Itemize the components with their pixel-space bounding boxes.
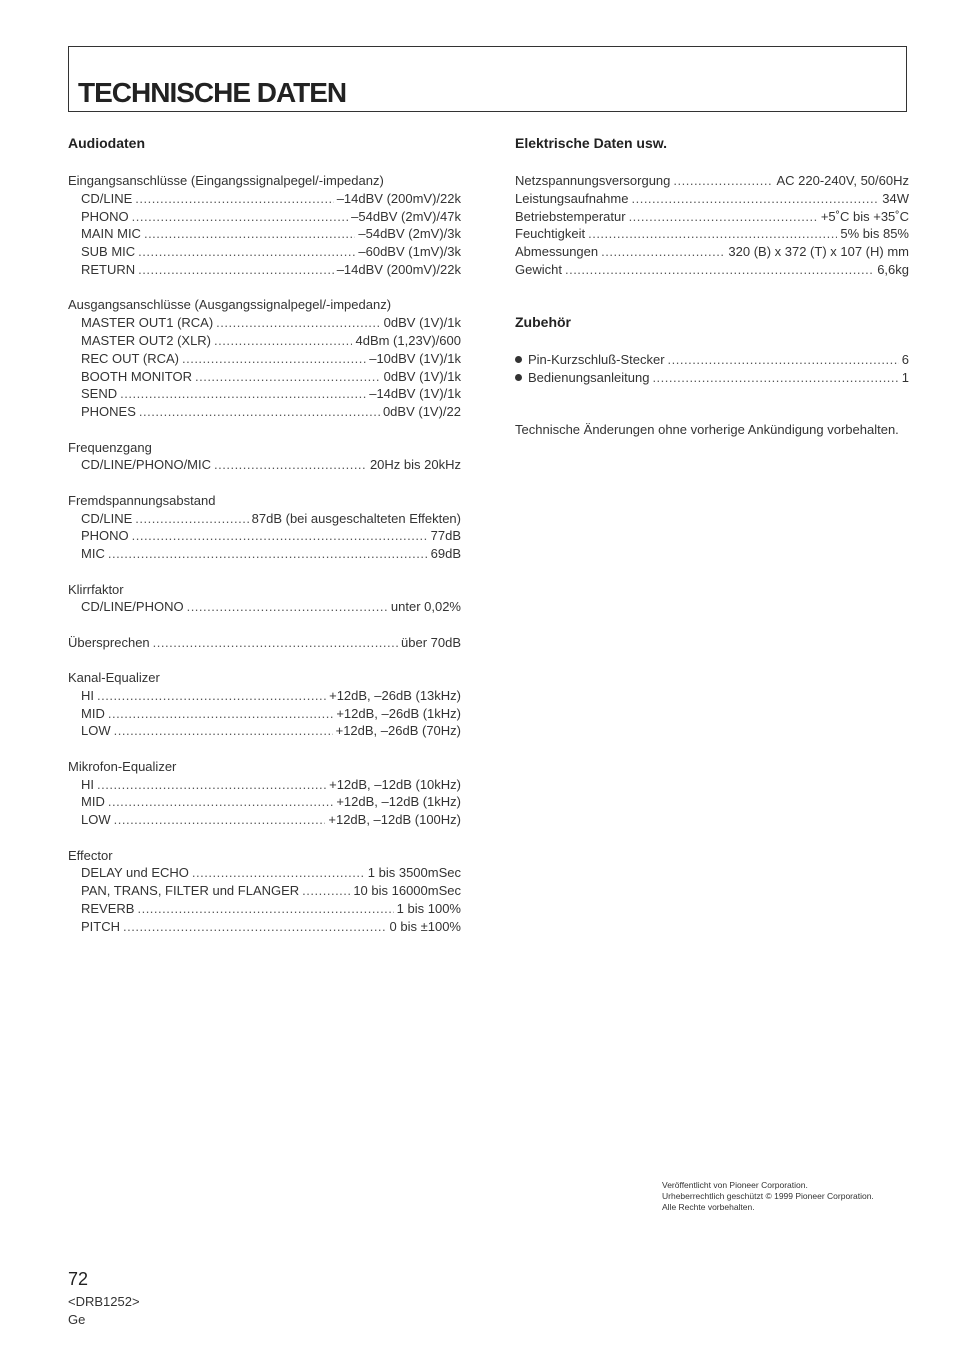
spec-row [68, 918, 461, 936]
dot-leader [139, 403, 380, 421]
spec-label: HI [81, 687, 94, 703]
electrical-rows [515, 172, 909, 279]
dot-leader [192, 864, 365, 882]
spec-label: CD/LINE [81, 510, 133, 526]
spec-label: HI [81, 776, 94, 792]
spec-row [515, 190, 909, 208]
spec-value: 6,6kg [877, 261, 909, 277]
spec-section [68, 581, 461, 617]
spec-label: Übersprechen [68, 634, 150, 650]
dot-leader [588, 225, 837, 243]
spec-row [68, 722, 461, 740]
dot-leader [97, 776, 326, 794]
spec-value: 10 bis 16000mSec [353, 883, 461, 899]
spec-row [68, 350, 461, 368]
spec-section [68, 669, 461, 740]
spec-value: 0dBV (1V)/1k [383, 315, 461, 331]
dot-leader [132, 208, 348, 226]
spec-label: SEND [81, 386, 118, 402]
spec-label: MIC [81, 546, 105, 562]
dot-leader [135, 510, 248, 528]
spec-value: –54dBV (2mV)/47k [351, 208, 461, 224]
spec-value: +12dB, –26dB (1kHz) [336, 705, 461, 721]
dot-leader [108, 545, 428, 563]
dot-leader [673, 172, 773, 190]
page-number: 72 [68, 1269, 89, 1289]
accessories-list [515, 351, 909, 387]
spec-label: MAIN MIC [81, 226, 141, 242]
spec-value: +12dB, –26dB (70Hz) [335, 723, 461, 739]
spec-row [515, 351, 909, 369]
dot-leader [652, 369, 898, 387]
spec-label: RETURN [81, 261, 136, 277]
spec-value: 20Hz bis 20kHz [369, 457, 461, 473]
spec-row [68, 385, 461, 403]
spec-value: +5˚C bis +35˚C [820, 208, 909, 224]
spec-label: MID [81, 794, 105, 810]
spec-label: Abmessungen [515, 244, 599, 260]
dot-leader [108, 793, 334, 811]
spec-value: +12dB, –12dB (100Hz) [328, 812, 461, 828]
spec-value: –54dBV (2mV)/3k [358, 226, 461, 242]
spec-row [68, 598, 461, 616]
spec-value: –14dBV (1V)/1k [369, 386, 461, 402]
spec-row [68, 527, 461, 545]
spec-label: PITCH [81, 918, 120, 934]
section-title: Klirrfaktor [68, 581, 124, 597]
spec-section [68, 492, 461, 563]
section-title: Mikrofon-Equalizer [68, 758, 177, 774]
spec-row [68, 900, 461, 918]
section-title: Effector [68, 847, 113, 863]
spec-label: BOOTH MONITOR [81, 368, 192, 384]
dot-leader [187, 598, 388, 616]
doc-code [68, 1293, 140, 1329]
spec-value: unter 0,02% [390, 599, 461, 615]
dot-leader [114, 722, 333, 740]
spec-row [68, 261, 461, 279]
spec-value: 69dB [430, 546, 461, 562]
spec-row [68, 456, 461, 474]
spec-label: MID [81, 705, 105, 721]
spec-value: 1 [901, 369, 909, 385]
dot-leader [123, 918, 387, 936]
spec-value: 320 (B) x 372 (T) x 107 (H) mm [728, 244, 909, 260]
spec-row [68, 634, 461, 652]
spec-value: 4dBm (1,23V)/600 [355, 332, 461, 348]
accessories-heading: Zubehör [515, 313, 571, 330]
spec-row [68, 403, 461, 421]
spec-value: über 70dB [401, 634, 461, 650]
section-title: Kanal-Equalizer [68, 670, 160, 686]
spec-row [68, 332, 461, 350]
dot-leader [214, 332, 352, 350]
spec-label: PHONES [81, 404, 136, 420]
spec-value: 6 [901, 351, 909, 367]
spec-value: +12dB, –26dB (13kHz) [329, 687, 461, 703]
dot-leader [138, 243, 355, 261]
dot-leader [108, 705, 334, 723]
section-title: Eingangsanschlüsse (Eingangssignalpegel/-impedanz) [68, 173, 384, 188]
dot-leader [97, 687, 326, 705]
copyright-line: Urheberrechtlich geschützt © 1999 Pioneer Corporation. [662, 1191, 874, 1201]
spec-label: Betriebstemperatur [515, 208, 626, 224]
spec-value: +12dB, –12dB (10kHz) [329, 776, 461, 792]
spec-section [68, 172, 461, 279]
spec-row [68, 776, 461, 794]
spec-value: 1 bis 100% [396, 901, 461, 917]
spec-row [515, 243, 909, 261]
doc-code-id: <DRB1252> [68, 1294, 140, 1309]
dot-leader [601, 243, 725, 261]
dot-leader [137, 900, 393, 918]
spec-row [68, 225, 461, 243]
dot-leader [153, 634, 398, 652]
dot-leader [302, 882, 350, 900]
spec-row [515, 225, 909, 243]
spec-label: CD/LINE/PHONO/MIC [81, 457, 212, 473]
spec-label: LOW [81, 723, 111, 739]
spec-value: 34W [882, 190, 909, 206]
dot-leader [114, 811, 326, 829]
spec-section [68, 439, 461, 475]
spec-row [68, 864, 461, 882]
spec-label: Feuchtigkeit [515, 226, 586, 242]
spec-row [515, 172, 909, 190]
electrical-data-column [515, 135, 909, 439]
spec-value: –14dBV (200mV)/22k [336, 190, 461, 206]
spec-row [68, 687, 461, 705]
spec-row [68, 510, 461, 528]
spec-label: CD/LINE/PHONO [81, 599, 184, 615]
spec-label: REC OUT (RCA) [81, 350, 179, 366]
title-box [68, 46, 907, 112]
spec-label: CD/LINE [81, 190, 133, 206]
publisher-line: Veröffentlicht von Pioneer Corporation. [662, 1180, 808, 1190]
spec-value: 0 bis ±100% [389, 918, 461, 934]
spec-label: PAN, TRANS, FILTER und FLANGER [81, 883, 300, 899]
spec-row [68, 368, 461, 386]
doc-language: Ge [68, 1312, 86, 1327]
dot-leader [135, 190, 333, 208]
electrical-data-heading: Elektrische Daten usw. [515, 135, 667, 151]
spec-label: Gewicht [515, 261, 562, 277]
spec-row [68, 243, 461, 261]
spec-label: MASTER OUT2 (XLR) [81, 332, 212, 348]
spec-value: –14dBV (200mV)/22k [336, 261, 461, 277]
audio-sections [68, 172, 461, 936]
spec-label: Pin-Kurzschluß-Stecker [528, 351, 665, 367]
spec-label: REVERB [81, 901, 135, 917]
dot-leader [214, 456, 367, 474]
spec-row [68, 190, 461, 208]
dot-leader [120, 385, 366, 403]
spec-value: –60dBV (1mV)/3k [358, 244, 461, 260]
spec-label: PHONO [81, 528, 129, 544]
spec-row [68, 811, 461, 829]
spec-section [68, 296, 461, 421]
change-notice: Technische Änderungen ohne vorherige Ankündigung vorbehalten. [515, 422, 899, 438]
dot-leader [195, 368, 381, 386]
spec-row [515, 208, 909, 226]
spec-label: PHONO [81, 208, 129, 224]
dot-leader [138, 261, 334, 279]
dot-leader [565, 261, 874, 279]
bullet-icon [515, 356, 522, 363]
spec-row [68, 882, 461, 900]
spec-section [68, 847, 461, 936]
spec-value: 5% bis 85% [840, 226, 909, 242]
section-title: Ausgangsanschlüsse (Ausgangssignalpegel/-impedanz) [68, 297, 392, 313]
spec-value: +12dB, –12dB (1kHz) [336, 794, 461, 810]
dot-leader [631, 190, 879, 208]
dot-leader [668, 351, 899, 369]
dot-leader [216, 314, 381, 332]
spec-label: Netzspannungsversorgung [515, 173, 671, 188]
dot-leader [144, 225, 355, 243]
dot-leader [629, 208, 818, 226]
spec-row [68, 314, 461, 332]
spec-value: 77dB [430, 528, 461, 544]
bullet-icon [515, 374, 522, 381]
rights-line: Alle Rechte vorbehalten. [662, 1202, 755, 1212]
spec-label: LOW [81, 812, 111, 828]
spec-value: 0dBV (1V)/1k [383, 368, 461, 384]
spec-value: 87dB (bei ausgeschalteten Effekten) [251, 510, 461, 526]
spec-label: MASTER OUT1 (RCA) [81, 315, 214, 331]
spec-row [68, 545, 461, 563]
spec-value: 0dBV (1V)/22 [382, 404, 461, 420]
spec-row [515, 261, 909, 279]
spec-label: DELAY und ECHO [81, 865, 189, 881]
spec-value: –10dBV (1V)/1k [369, 350, 461, 366]
audio-data-heading: Audiodaten [68, 135, 145, 151]
spec-row [515, 369, 909, 387]
spec-label: SUB MIC [81, 244, 136, 260]
spec-section [68, 634, 461, 652]
spec-section [68, 758, 461, 829]
audio-data-column [68, 135, 461, 936]
spec-value: AC 220-240V, 50/60Hz [776, 173, 909, 188]
spec-row [68, 208, 461, 226]
spec-label: Bedienungsanleitung [528, 369, 650, 385]
dot-leader [182, 350, 366, 368]
spec-row [68, 705, 461, 723]
spec-row [68, 793, 461, 811]
spec-value: 1 bis 3500mSec [367, 865, 461, 881]
section-title: Frequenzgang [68, 439, 152, 455]
publisher-notice [662, 1180, 874, 1213]
page-title: TECHNISCHE DATEN [78, 77, 347, 108]
spec-label: Leistungsaufnahme [515, 190, 629, 206]
dot-leader [132, 527, 428, 545]
section-title: Fremdspannungsabstand [68, 492, 216, 508]
